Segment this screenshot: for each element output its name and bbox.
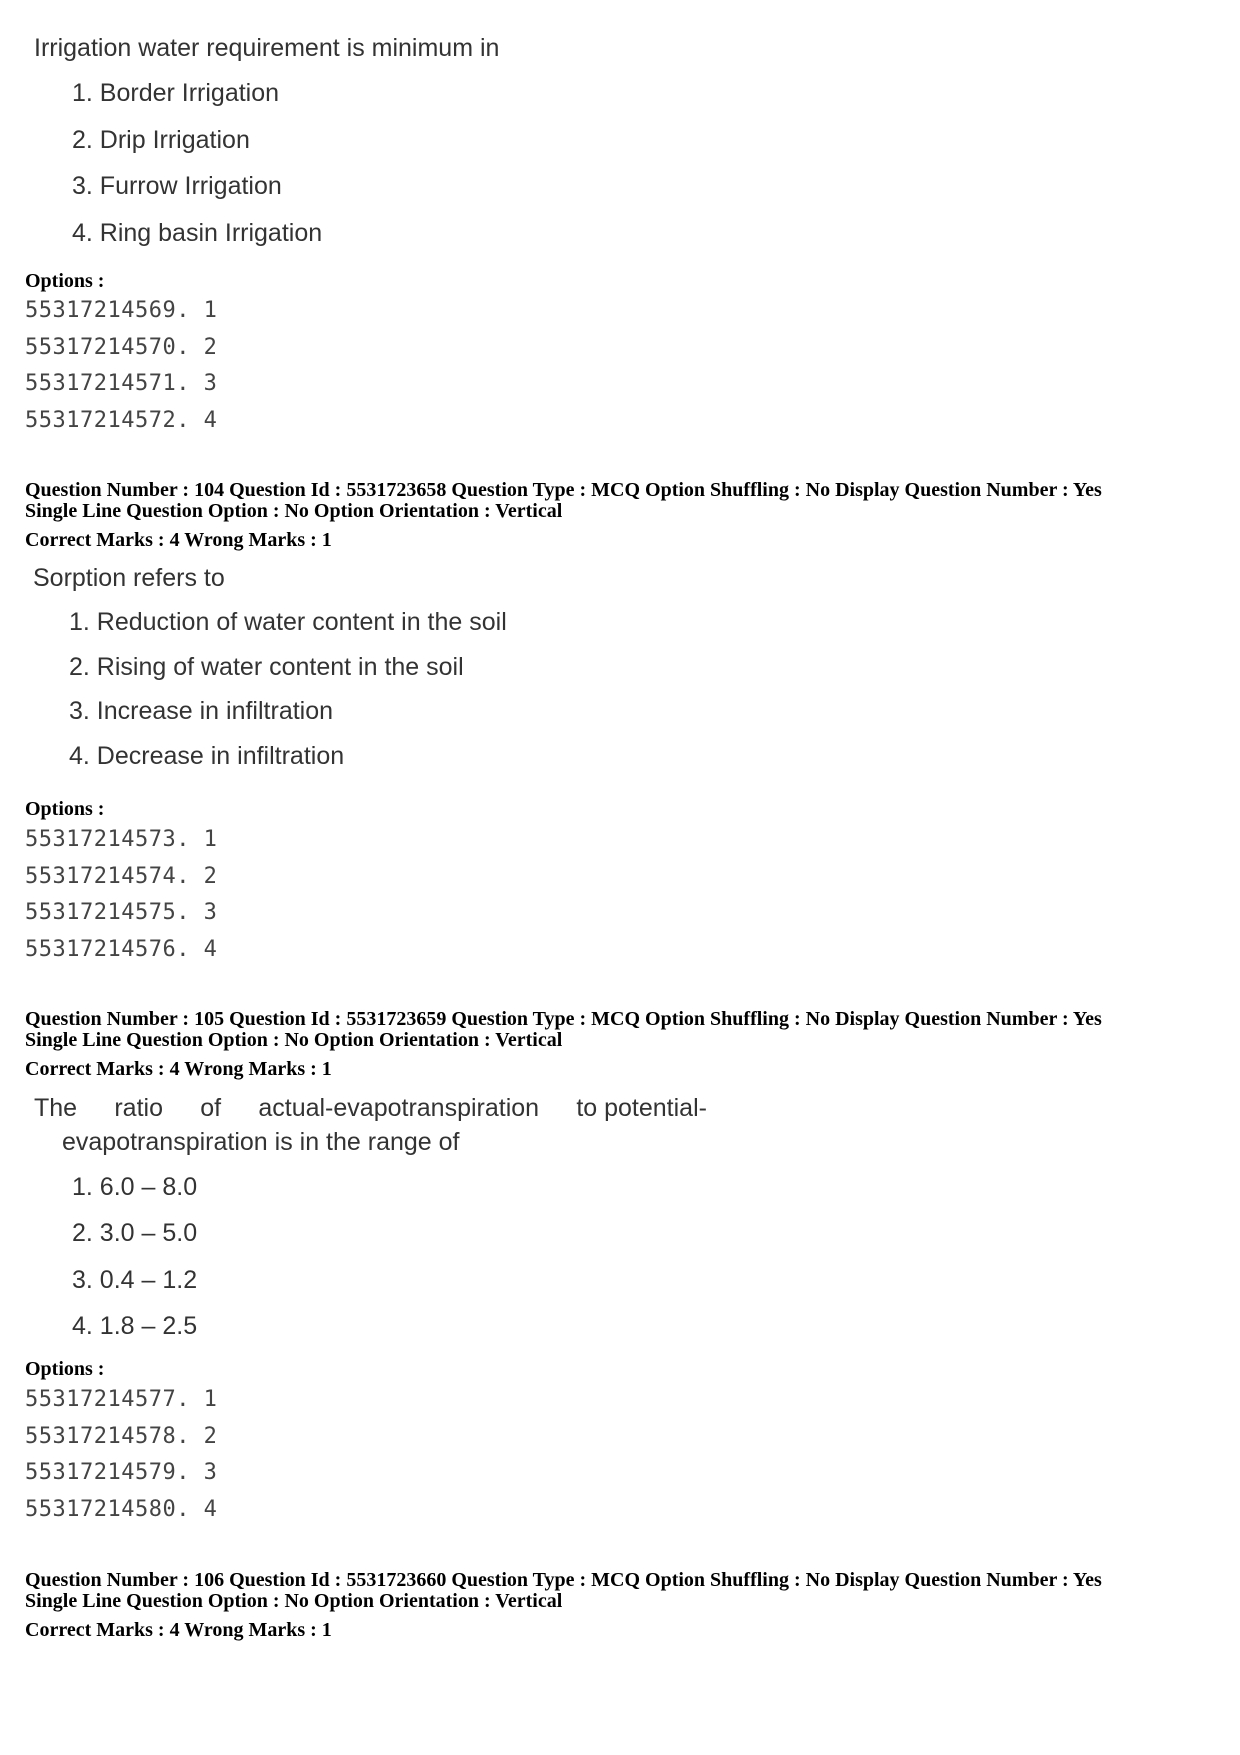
q105-choice-4: 4. 1.8 – 2.5	[72, 1312, 198, 1340]
q104-option-1: 55317214573. 1	[25, 827, 218, 852]
q103-choice-1: 1. Border Irrigation	[72, 79, 280, 107]
q103-choice-4: 4. Ring basin Irrigation	[72, 219, 323, 247]
q104-choice-2: 2. Rising of water content in the soil	[69, 653, 464, 681]
q106-marks: Correct Marks : 4 Wrong Marks : 1	[25, 1619, 332, 1641]
q105-option-3: 55317214579. 3	[25, 1460, 218, 1485]
q104-options-heading: Options :	[25, 798, 105, 820]
q105-stem-word: of	[200, 1094, 222, 1122]
q105-option-1: 55317214577. 1	[25, 1387, 218, 1412]
q104-marks: Correct Marks : 4 Wrong Marks : 1	[25, 529, 332, 551]
q103-choice-3: 3. Furrow Irrigation	[72, 172, 282, 200]
q104-meta-line2: Single Line Question Option : No Option Orientation : Vertical	[25, 500, 563, 522]
q104-meta-line1: Question Number : 104 Question Id : 5531723658 Question Type : MCQ Option Shuffling : No Display Question Number : Yes	[25, 479, 1102, 501]
q103-option-1: 55317214569. 1	[25, 298, 218, 323]
q105-stem-word: ratio	[114, 1094, 163, 1122]
q103-option-3: 55317214571. 3	[25, 371, 218, 396]
q105-option-2: 55317214578. 2	[25, 1424, 218, 1449]
q105-stem-line2: evapotranspiration is in the range of	[62, 1128, 460, 1156]
q105-marks: Correct Marks : 4 Wrong Marks : 1	[25, 1058, 332, 1080]
q106-meta-line2: Single Line Question Option : No Option Orientation : Vertical	[25, 1590, 563, 1612]
q105-choice-2: 2. 3.0 – 5.0	[72, 1219, 198, 1247]
q105-stem-word: to potential-	[576, 1094, 707, 1122]
q103-option-4: 55317214572. 4	[25, 408, 218, 433]
q105-stem-word: actual-evapotranspiration	[258, 1094, 540, 1122]
q105-option-4: 55317214580. 4	[25, 1497, 218, 1522]
q104-choice-3: 3. Increase in infiltration	[69, 697, 334, 725]
q105-meta-line2: Single Line Question Option : No Option Orientation : Vertical	[25, 1029, 563, 1051]
q106-meta-line1: Question Number : 106 Question Id : 5531723660 Question Type : MCQ Option Shuffling : No Display Question Number : Yes	[25, 1569, 1102, 1591]
q105-stem-line1	[34, 1094, 707, 1123]
q105-stem-word: The	[34, 1094, 78, 1122]
q104-choice-4: 4. Decrease in infiltration	[69, 742, 345, 770]
q105-choice-1: 1. 6.0 – 8.0	[72, 1173, 198, 1201]
q104-option-4: 55317214576. 4	[25, 937, 218, 962]
q104-option-2: 55317214574. 2	[25, 864, 218, 889]
q104-stem: Sorption refers to	[33, 564, 225, 592]
q103-option-2: 55317214570. 2	[25, 335, 218, 360]
q104-option-3: 55317214575. 3	[25, 900, 218, 925]
q105-options-heading: Options :	[25, 1358, 105, 1380]
q103-options-heading: Options :	[25, 270, 105, 292]
q103-choice-2: 2. Drip Irrigation	[72, 126, 250, 154]
q105-meta-line1: Question Number : 105 Question Id : 5531723659 Question Type : MCQ Option Shuffling : No Display Question Number : Yes	[25, 1008, 1102, 1030]
q103-stem: Irrigation water requirement is minimum in	[34, 34, 500, 62]
q105-choice-3: 3. 0.4 – 1.2	[72, 1266, 198, 1294]
q104-choice-1: 1. Reduction of water content in the soil	[69, 608, 507, 636]
